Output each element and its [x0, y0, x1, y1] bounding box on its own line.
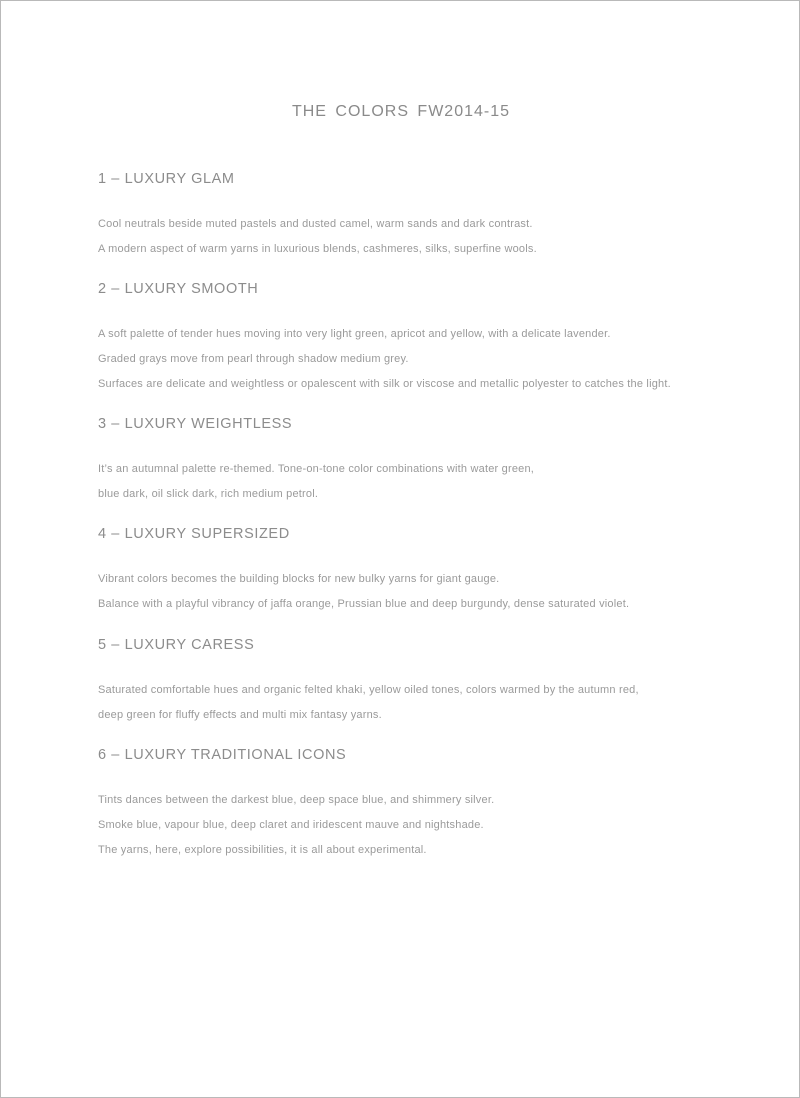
section-heading: 3 – LUXURY WEIGHTLESS	[98, 416, 293, 432]
section-luxury-glam	[98, 170, 788, 262]
page-title: THE COLORS FW2014-15	[291, 103, 511, 120]
paragraph-line: Graded grays move from pearl through shadow medium grey.	[98, 353, 409, 365]
paragraph-line: Smoke blue, vapour blue, deep claret and iridescent mauve and nightshade.	[98, 819, 484, 831]
section-heading: 1 – LUXURY GLAM	[98, 171, 235, 187]
section-heading: 2 – LUXURY SMOOTH	[98, 281, 259, 297]
paragraph-line: Cool neutrals beside muted pastels and dusted camel, warm sands and dark contrast.	[98, 218, 533, 230]
section-paragraph	[98, 567, 788, 617]
paragraph-line: A soft palette of tender hues moving into very light green, apricot and yellow, with a delicate lavender.	[98, 328, 611, 340]
paragraph-line: deep green for fluffy effects and multi mix fantasy yarns.	[98, 709, 382, 721]
section-heading: 4 – LUXURY SUPERSIZED	[98, 526, 290, 542]
paragraph-line: Vibrant colors becomes the building blocks for new bulky yarns for giant gauge.	[98, 573, 500, 585]
section-luxury-caress	[98, 636, 788, 728]
section-heading: 6 – LUXURY TRADITIONAL ICONS	[98, 747, 347, 763]
section-paragraph	[98, 322, 788, 397]
paragraph-line: It’s an autumnal palette re-themed. Tone-on-tone color combinations with water green,	[98, 463, 535, 475]
section-paragraph	[98, 457, 788, 507]
paragraph-line: Tints dances between the darkest blue, deep space blue, and shimmery silver.	[98, 794, 495, 806]
section-luxury-traditional-icons	[98, 746, 788, 863]
section-luxury-smooth	[98, 280, 788, 397]
section-luxury-weightless	[98, 415, 788, 507]
paragraph-line: The yarns, here, explore possibilities, it is all about experimental.	[98, 844, 427, 856]
section-paragraph	[98, 678, 788, 728]
paragraph-line: Saturated comfortable hues and organic felted khaki, yellow oiled tones, colors warmed by the autumn red,	[98, 684, 639, 696]
section-luxury-supersized	[98, 525, 788, 617]
section-paragraph	[98, 788, 788, 863]
section-paragraph	[98, 212, 788, 262]
paragraph-line: blue dark, oil slick dark, rich medium petrol.	[98, 488, 319, 500]
paragraph-line: Balance with a playful vibrancy of jaffa orange, Prussian blue and deep burgundy, dense saturated violet.	[98, 598, 630, 610]
paragraph-line: A modern aspect of warm yarns in luxurious blends, cashmeres, silks, superfine wools.	[98, 243, 537, 255]
section-heading: 5 – LUXURY CARESS	[98, 637, 255, 653]
paragraph-line: Surfaces are delicate and weightless or opalescent with silk or viscose and metallic polyester to catches the light.	[98, 378, 671, 390]
